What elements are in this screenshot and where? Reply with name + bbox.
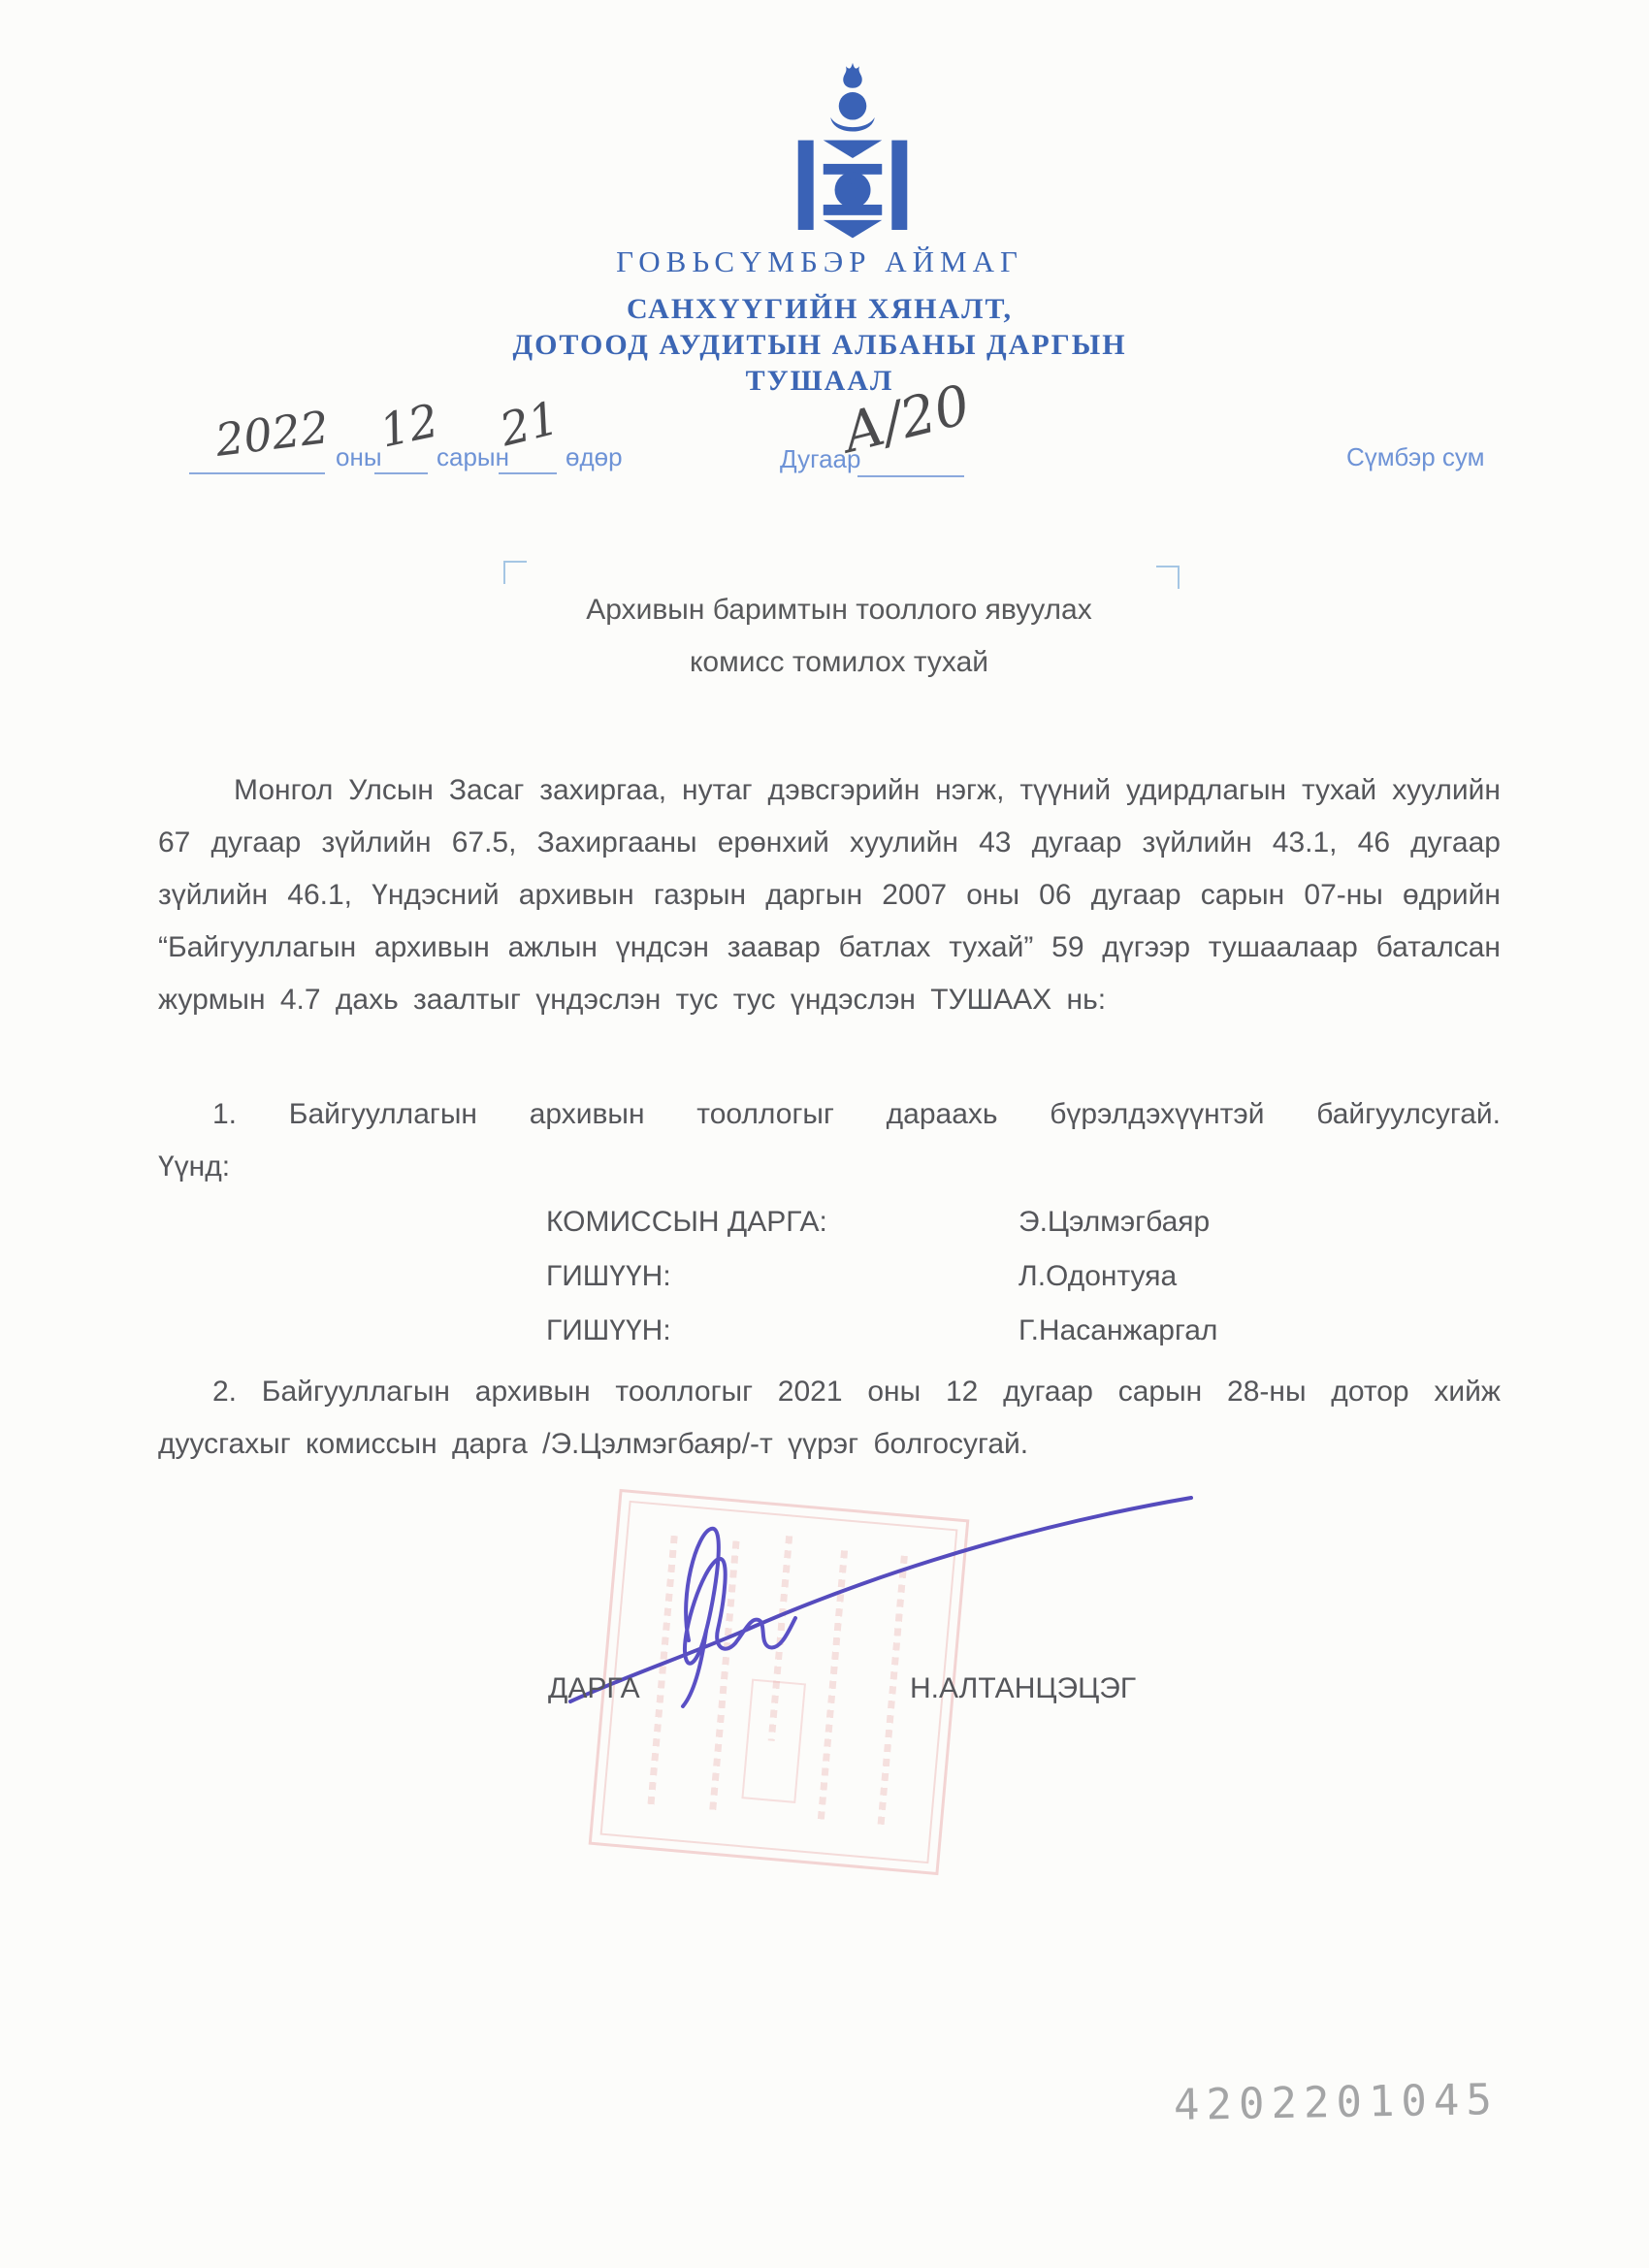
signer-role: ДАРГА — [548, 1672, 640, 1704]
month-blank-line — [374, 472, 428, 474]
clause-2 — [158, 1366, 1501, 1471]
place-name: Сүмбэр сум — [1346, 442, 1485, 471]
commission-member-name: Г.Насанжаргал — [1018, 1314, 1218, 1346]
year-label: оны — [336, 442, 382, 471]
doc-type: ТУШААЛ — [745, 365, 894, 397]
document-title-line1: Архивын баримтын тооллого явуулах — [586, 594, 1092, 626]
month-label: сарын — [436, 442, 509, 471]
org-name-line2: ДОТООД АУДИТЫН АЛБАНЫ ДАРГЫН — [512, 329, 1127, 361]
province-name: ГОВЬСҮМБЭР АЙМАГ — [616, 244, 1023, 278]
preamble-paragraph — [158, 764, 1501, 1026]
commission-row — [546, 1304, 1419, 1358]
org-name-line1: САНХҮҮГИЙН ХЯНАЛТ, — [627, 293, 1013, 325]
soyombo-emblem-icon — [771, 56, 934, 250]
commission-row — [546, 1249, 1419, 1304]
number-label: Дугаар — [780, 444, 861, 473]
clause-1-continuation: Үүнд: — [158, 1150, 231, 1183]
registration-number-stamp: 4202201045 — [1173, 2075, 1500, 2130]
document-title — [436, 584, 1242, 689]
clause-1 — [158, 1088, 1501, 1193]
commission-role: КОМИССЫН ДАРГА: — [546, 1206, 827, 1238]
commission-role: ГИШҮҮН: — [546, 1260, 671, 1292]
clause-1-text: 1. Байгууллагын архивын тооллогыг дараахь бүрэлдэхүүнтэй байгуулсугай. — [212, 1098, 1501, 1130]
commission-row — [546, 1195, 1419, 1249]
text-boundary-mark-left — [503, 561, 527, 584]
signer-name: Н.АЛТАНЦЭЦЭГ — [910, 1672, 1137, 1704]
handwritten-year: 2022 — [212, 401, 332, 467]
commission-list — [546, 1195, 1419, 1358]
handwritten-month: 12 — [374, 394, 443, 459]
number-blank-line — [857, 475, 964, 477]
document-title-line2: комисс томилох тухай — [689, 646, 989, 678]
commission-member-name: Л.Одонтуяа — [1018, 1260, 1178, 1292]
year-blank-line — [189, 472, 325, 474]
preamble-text: Монгол Улсын Засаг захиргаа, нутаг дэвсгэрийн нэгж, түүний удирдлагын тухай хуулийн 67 дугаар зүйлийн 67.5, Захиргааны ерөнхий хуулийн 43 дугаар зүйлийн 43.1, 46 дугаар зүйлийн 46.1, Үндэсний архивын газрын даргын 2007 оны 06 дугаар сарын 07-ны өдрийн “Байгууллагын архивын ажлын үндсэн заавар батлах тухай” 59 дүгээр тушаалаар баталсан журмын 4.7 дахь заалтыг үндэслэн тус тус үндэслэн ТУШААХ нь: — [158, 774, 1501, 1016]
day-blank-line — [499, 472, 557, 474]
clause-2-text: 2. Байгууллагын архивын тооллогыг 2021 оны 12 дугаар сарын 28-ны дотор хийж дуусгахыг комиссын дарга /Э.Цэлмэгбаяр/-т үүрэг болгосугай. — [158, 1376, 1501, 1460]
commission-role: ГИШҮҮН: — [546, 1314, 671, 1346]
handwritten-number: А/20 — [836, 373, 977, 467]
commission-member-name: Э.Цэлмэгбаяр — [1018, 1206, 1211, 1238]
letterhead — [335, 244, 1305, 399]
handwritten-day: 21 — [495, 391, 565, 458]
day-label: өдөр — [566, 442, 623, 471]
